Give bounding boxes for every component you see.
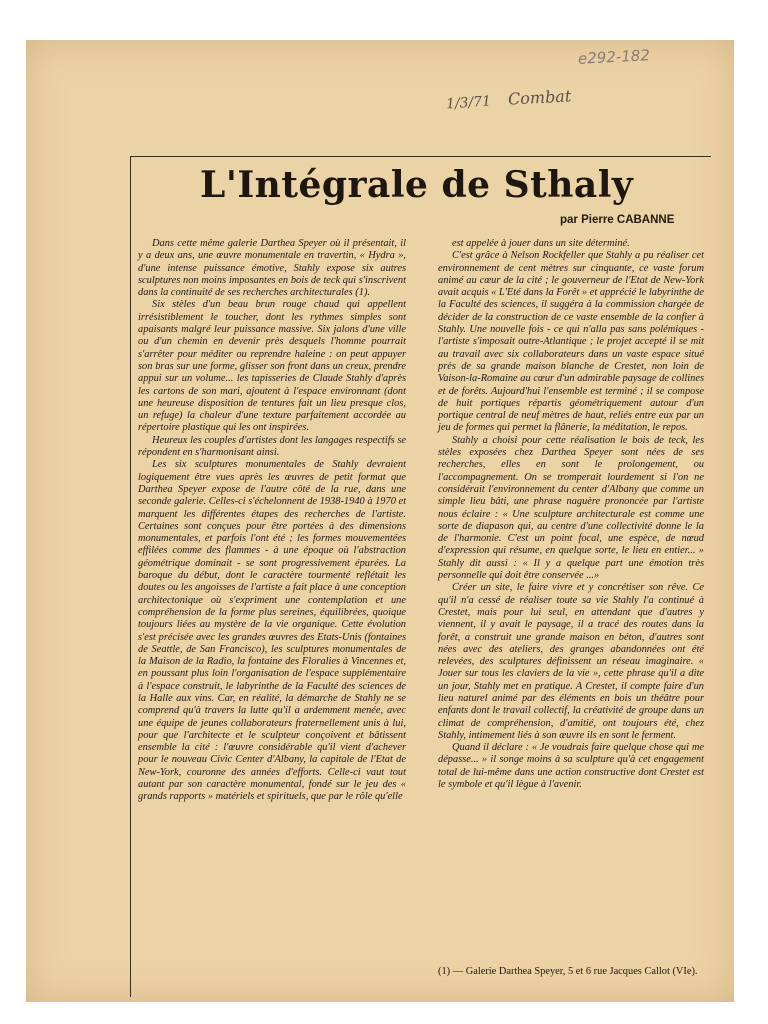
paragraph: Les six sculptures monumentales de Stahly devraient logiquement être vues après les œuvres de petit format que Darthea Speyer expose de l'autre côté de la rue, dans une seconde galerie. Celles-ci s'échelonnent de 1938-1940 à 1970 et marquent les différentes étapes des recherches de l'artiste. Certaines sont conçues pour être portées à des dimensions monumentales, et parfois l'ont été ; les formes mouvementées effilées comme des flammes - à une époque où l'abstraction géométrique dominait - se sont progressivement épurées. La baroque du début, dont le caractère tourmenté reflétait les doutes ou les angoisses de l'artiste a fait place à une conception architectonique où s'expriment une contemplation et une compréhension de la forme plus sereines, équilibrées, quoique toujours liées au mystère de la vie organique. Cette évolution s'est précisée avec les grandes œuvres des Etats-Unis (fontaines de Seattle, de San Francisco), les sculptures monumentales de la Maison de la Radio, la fontaine des Floralies à Vincennes et, en poussant plus loin l'organisation de l'espace supplémentaire à l'espace construit, le labyrinthe de la Faculté des sciences de la Halle aux vins. Car, en réalité, la démarche de Stahly ne se comprend qu'à travers la lutte qu'il a ardemment menée, avec une équipe de jeunes collaborateurs fraternellement unis à lui, pour que l'architecte et le sculpteur conçoivent et bâtissent ensemble la cité : l'œuvre considérable qu'il vient d'achever pour le nouveau Civic Center d'Albany, la capitale de l'Etat de New-York, couronne des années d'efforts. Celle-ci vaut tout autant par son caractère monumental, fondé sur le jeu des « grands rapports » matériels et spirituels, que par le rôle qu'elle (138, 459, 406, 803)
paragraph: Six stèles d'un beau brun rouge chaud qui appellent irrésistiblement le toucher, dont les rythmes simples sont apaisants malgré leur puissance massive. Six jalons d'une ville ou d'un chemin en devenir près desquels l'homme pourrait s'arrêter pour méditer ou reprendre haleine : on peut appuyer son bras sur une forme, glisser son front dans un creux, prendre appui sur un volume... les tapisseries de Claude Stahly d'après les cartons de son mari, ajoutent à l'espace environnant (dont une heureuse disposition de tentures fait un lieu presque clos, un refuge) la chaleur d'une texture parfaitement accordée au répertoire plastique qui les ont inspirées. (138, 299, 406, 434)
handwritten-date: 1/3/71 (445, 93, 492, 113)
handwritten-source: Combat (507, 86, 572, 109)
paragraph: est appelée à jouer dans un site déterminé. (452, 238, 630, 249)
paragraph: Quand il déclare : « Je voudrais faire quelque chose qui me dépasse... » il songe moins à sa sculpture qu'à cet engagement total de lui-même dans une action constructive dont Crestet est le symbole et qu'il lègue à l'avenir. (438, 742, 704, 791)
article-column-1 (138, 238, 406, 804)
paragraph: Stahly a choisi pour cette réalisation le bois de teck, les stèles exposées chez Darthea Speyer sont nées de ses recherches, elles en sont le prolongement, ou l'accompagnement. On se tromperait lourdement si l'on ne considérait l'environnement du center d'Albany que comme un simple lieu bâti, une phrase naguère prononcée par l'artiste nous éclaire : « Une sculpture architecturale est comme une sorte de diapason qui, au centre d'une collectivité donne le la de l'harmonie. C'est un point focal, une espèce, de nœud d'expression qui résume, en quelque sorte, le lieu en entier... » Stahly dit aussi : « Il y a quelque part une émotion très personnelle qui doit être conservée ...» (438, 434, 704, 582)
paragraph: C'est grâce à Nelson Rockfeller que Stahly a pu réaliser cet environnement de cent mètres sur cinquante, ce vaste forum animé au cœur de la cité ; le gouverneur de l'Etat de New-York avait acquis « L'Eté dans la Forêt » et apprécié le labyrinthe de la Faculté des sciences, il suggéra à la commission chargée de décider de la construction de ce vaste ensemble de la confier à Stahly. Une nouvelle fois - ce qui n'alla pas sans polémiques - l'artiste s'imposait outre-Atlantique ; le projet accepté il se mit au travail avec six collaborateurs dans un vaste espace situé près de sa grande maison blanche de Crestet, non loin de Vaison-la-Romaine au cœur d'un admirable paysage de collines et de forêts. Aujourd'hui l'ensemble est terminé ; il se compose de huit portiques répartis géométriquement autour d'un portique central de neuf mètres de haut, reliés entre eux par un jeu de formes qui permet la flânerie, la méditation, le repos. (438, 250, 704, 434)
article-column-2 (438, 238, 704, 791)
article-byline: par Pierre CABANNE (560, 214, 675, 226)
archive-number: e292-182 (577, 46, 651, 68)
paragraph: Heureux les couples d'artistes dont les langages respectifs se répondent en s'harmonisant ainsi. (138, 434, 406, 459)
footnote: (1) — Galerie Darthea Speyer, 5 et 6 rue Jacques Callot (VIe). (438, 966, 698, 977)
paragraph: Créer un site, le faire vivre et y concrétiser son rêve. Ce qu'il n'a cessé de réaliser toute sa vie Stahly l'a continué à Crestet, mais pour lui seul, en attendant que d'autres y viennent, il y avait le paysage, il a tracé des routes dans la forêt, a construit une grande maison en béton, d'autres sont nées avec des ateliers, des granges abandonnées ont été relevées, des sculptures définissent un réseau imaginaire. « Jouer sur tous les claviers de la vie », cette phrase qu'il a dite un jour, Stahly met en pratique. A Crestet, il compte faire d'un lieu naturel animé par des éléments en bois un théâtre pour enfants dont le travail collectif, la créativité de groupe dans un climat de compréhension, d'amitié, ont toujours été, chez Stahly, intimement liés à son œuvre ils en sont le ferment. (438, 582, 704, 741)
article-title: L'Intégrale de Sthaly (200, 164, 634, 206)
paragraph: Dans cette même galerie Darthea Speyer où il présentait, il y a deux ans, une œuvre monumentale en travertin, « Hydra », d'une intense puissance émotive, Stahly expose six autres sculptures non moins imposantes en bois de teck qui s'inscrivent dans la continuité de ses recherches architecturales (1). (138, 238, 406, 299)
